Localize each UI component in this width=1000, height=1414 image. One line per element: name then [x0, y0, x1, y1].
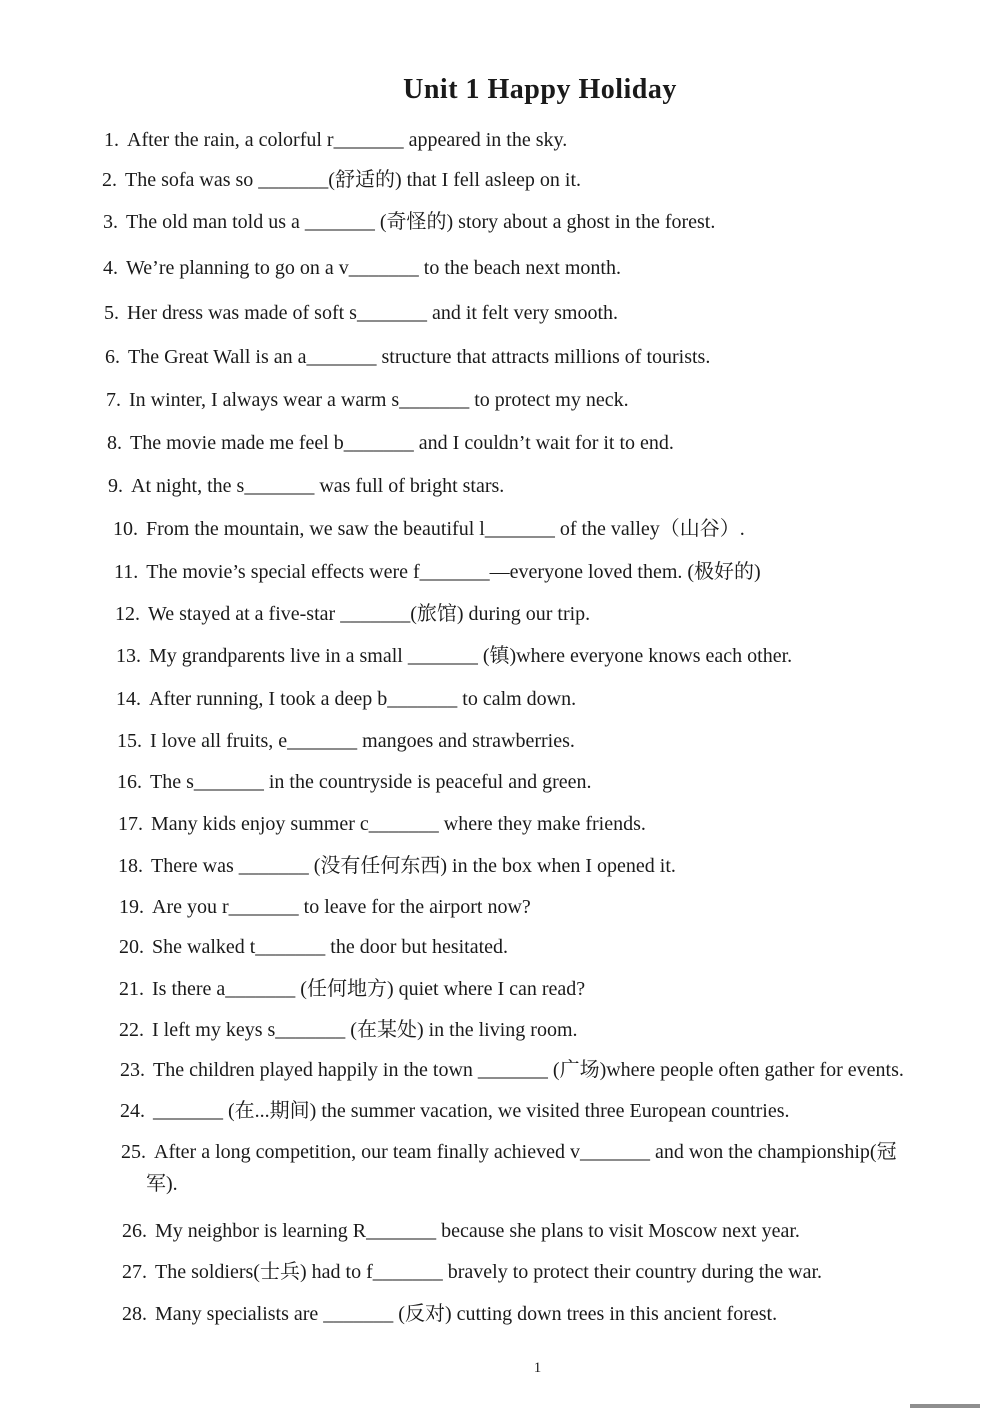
question-text: _______ (在...期间) the summer vacation, we visited three European countries.: [153, 1100, 790, 1122]
question-text: After the rain, a colorful r_______ appeared in the sky.: [127, 129, 568, 151]
question-number: 16.: [117, 771, 142, 793]
question-item: [102, 167, 581, 193]
question-number: 11.: [114, 561, 139, 583]
question-text: My grandparents live in a small _______ (镇)where everyone knows each other.: [149, 645, 793, 667]
question-item: [106, 387, 629, 413]
question-item: [116, 686, 576, 712]
question-item: [117, 728, 575, 754]
question-number: 20.: [119, 936, 144, 958]
question-number: 27.: [122, 1261, 147, 1283]
question-text: She walked t_______ the door but hesitated.: [152, 936, 509, 958]
question-item: [118, 853, 676, 879]
question-number: 13.: [116, 645, 141, 667]
question-item: [119, 934, 508, 960]
question-text: The children played happily in the town _______ (广场)where people often gather for events.: [153, 1059, 904, 1081]
question-number: 26.: [122, 1220, 147, 1242]
question-number: 25.: [121, 1141, 146, 1163]
question-item: [120, 1098, 790, 1124]
question-text: We stayed at a five-star _______(旅馆) during our trip.: [148, 603, 591, 625]
question-text: The s_______ in the countryside is peaceful and green.: [150, 771, 592, 793]
question-item: [122, 1301, 777, 1327]
question-item: [108, 473, 504, 499]
question-item: [119, 1017, 578, 1043]
question-text: The old man told us a _______ (奇怪的) story about a ghost in the forest.: [126, 211, 716, 233]
question-item: [103, 255, 621, 281]
question-number: 24.: [120, 1100, 145, 1122]
question-text: In winter, I always wear a warm s_______ to protect my neck.: [129, 389, 629, 411]
question-item: [122, 1218, 800, 1244]
question-item: [104, 300, 618, 326]
question-number: 9.: [108, 475, 123, 497]
question-number: 17.: [118, 813, 143, 835]
question-text: Many specialists are _______ (反对) cutting down trees in this ancient forest.: [155, 1303, 778, 1325]
question-item: [105, 344, 710, 370]
question-number: 12.: [115, 603, 140, 625]
question-number: 18.: [118, 855, 143, 877]
question-item: [120, 1057, 904, 1083]
page-number: 1: [533, 1360, 542, 1376]
question-number: 21.: [119, 978, 144, 1000]
question-item: [114, 559, 761, 585]
question-text: Is there a_______ (任何地方) quiet where I can read?: [152, 978, 586, 1000]
question-item: [103, 209, 715, 235]
question-item: [122, 1259, 822, 1285]
question-text: Her dress was made of soft s_______ and it felt very smooth.: [127, 302, 619, 324]
question-item: [119, 894, 531, 920]
question-number: 2.: [102, 169, 117, 191]
question-item: [107, 430, 674, 456]
question-text: Are you r_______ to leave for the airport now?: [152, 896, 531, 918]
question-item: [104, 127, 567, 153]
question-number: 19.: [119, 896, 144, 918]
question-text: The sofa was so _______(舒适的) that I fell asleep on it.: [125, 169, 582, 191]
question-text: Many kids enjoy summer c_______ where they make friends.: [151, 813, 646, 835]
question-text: After a long competition, our team finally achieved v_______ and won the championship(冠: [154, 1141, 897, 1163]
question-number: 14.: [116, 688, 141, 710]
page-title: Unit 1 Happy Holiday: [403, 74, 677, 105]
question-text: I left my keys s_______ (在某处) in the living room.: [152, 1019, 578, 1041]
question-item: [119, 976, 585, 1002]
question-number: 22.: [119, 1019, 144, 1041]
question-item: [116, 643, 792, 669]
question-text: I love all fruits, e_______ mangoes and strawberries.: [150, 730, 575, 752]
question-number: 8.: [107, 432, 122, 454]
question-text: After running, I took a deep b_______ to calm down.: [149, 688, 577, 710]
question-number: 6.: [105, 346, 120, 368]
question-text: There was _______ (没有任何东西) in the box when I opened it.: [151, 855, 676, 877]
question-text: From the mountain, we saw the beautiful l_______ of the valley（山谷）.: [146, 518, 745, 540]
question-number: 4.: [103, 257, 118, 279]
question-number: 3.: [103, 211, 118, 233]
question-number: 5.: [104, 302, 119, 324]
question-text: The soldiers(士兵) had to f_______ bravely to protect their country during the war.: [155, 1261, 823, 1283]
question-number: 10.: [113, 518, 138, 540]
question-number: 7.: [106, 389, 121, 411]
question-number: 28.: [122, 1303, 147, 1325]
question-item: [121, 1136, 951, 1200]
question-number: 23.: [120, 1059, 145, 1081]
question-text-continued: 军).: [146, 1173, 178, 1195]
question-number: 15.: [117, 730, 142, 752]
question-number: 1.: [104, 129, 119, 151]
question-item: [118, 811, 646, 837]
question-item: [115, 601, 590, 627]
question-text: The movie’s special effects were f_______—everyone loved them. (极好的): [146, 561, 761, 583]
question-item: [113, 516, 745, 542]
question-text: We’re planning to go on a v_______ to the beach next month.: [126, 257, 621, 279]
question-item: [117, 769, 592, 795]
scan-artifact: [910, 1404, 980, 1408]
question-text: At night, the s_______ was full of bright stars.: [131, 475, 505, 497]
question-text: The movie made me feel b_______ and I couldn’t wait for it to end.: [130, 432, 674, 454]
question-text: The Great Wall is an a_______ structure that attracts millions of tourists.: [128, 346, 711, 368]
question-text: My neighbor is learning R_______ because she plans to visit Moscow next year.: [155, 1220, 800, 1242]
